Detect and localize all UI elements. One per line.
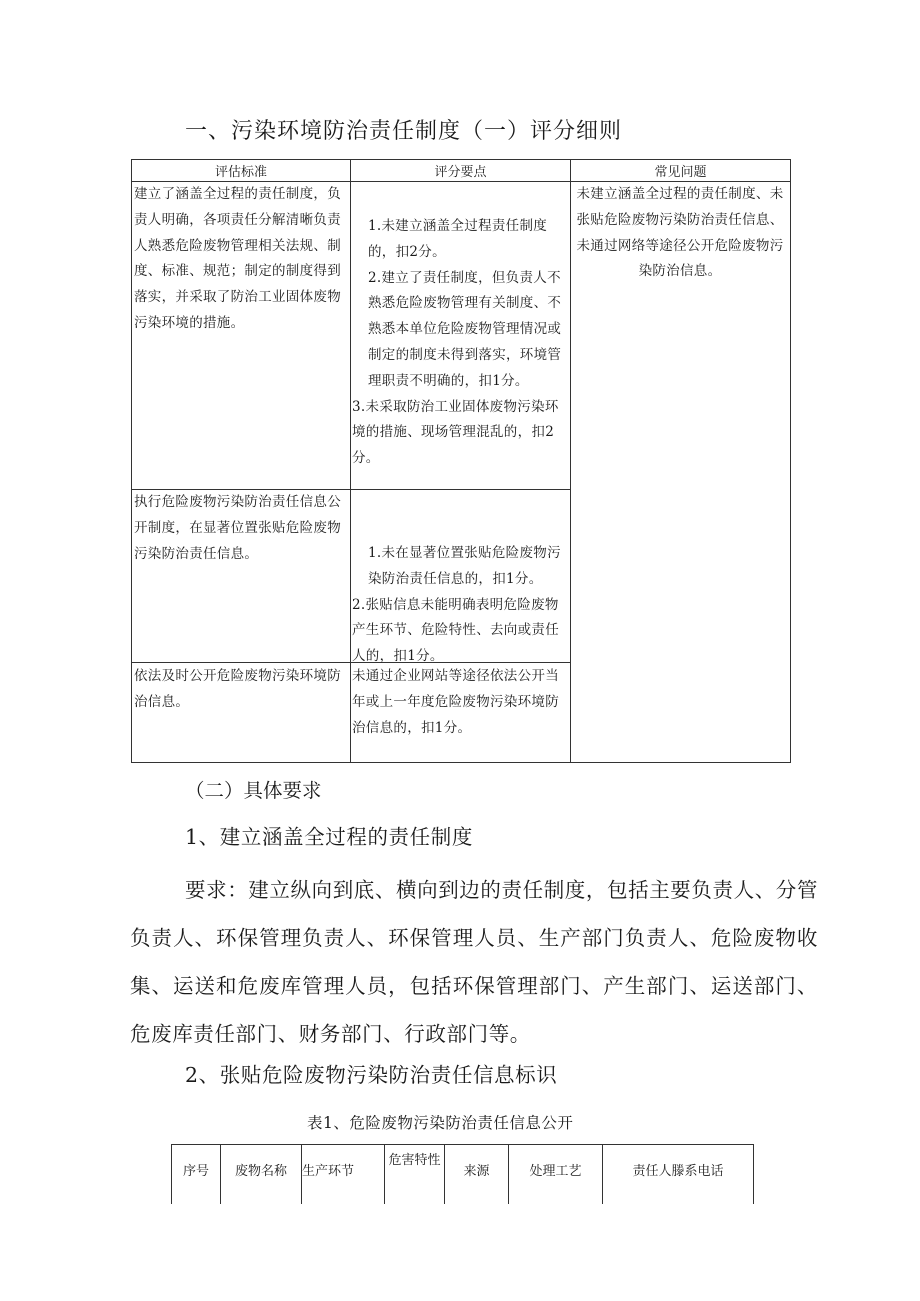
row1-point-3: 3.未采取防治工业固体废物污染环境的措施、现场管理混乱的，扣2分。 xyxy=(352,398,559,467)
row1-point-1: 1.未建立涵盖全过程责任制度的，扣2分。 xyxy=(368,218,548,260)
col-production-stage: 生产环节 xyxy=(302,1163,355,1179)
requirement-paragraph: 要求：建立纵向到底、横向到边的责任制度，包括主要负责人、分管负责人、环保管理负责人、环保管理人员、生产部门负责人、危险废物收集、运送和危废库管理人员，包括环保管理部门、产生部门、运送部门、危废库责任部门、财务部门、行政部门等。 xyxy=(130,878,818,1046)
item-2-heading: 2、张贴危险废物污染防治责任信息标识 xyxy=(185,1063,558,1087)
col-serial: 序号 xyxy=(182,1163,209,1179)
section-heading: （二）具体要求 xyxy=(185,779,322,802)
table1-caption: 表1、危险废物污染防治责任信息公开 xyxy=(307,1114,574,1132)
row3-points xyxy=(352,664,568,741)
row1-standard: 建立了涵盖全过程的责任制度，负责人明确，各项责任分解清晰负责人熟悉危险废物管理相关法规、制度、标准、规范；制定的制度得到落实，并采取了防治工业固体废物污染环境的措施。 xyxy=(134,186,341,331)
row2-points xyxy=(352,541,568,670)
header-issues: 常见问题 xyxy=(654,165,707,180)
row2-standard: 执行危险废物污染防治责任信息公开制度，在显著位置张贴危险废物污染防治责任信息。 xyxy=(134,494,341,562)
page-heading: 一、污染环境防治责任制度（一）评分细则 xyxy=(185,119,623,144)
common-issues: 未建立涵盖全过程的责任制度、未张贴危险废物污染防治责任信息、未通过网络等途径公开危险废物污染防治信息。 xyxy=(576,186,784,280)
col-source: 来源 xyxy=(463,1163,490,1179)
scoring-table xyxy=(131,159,791,763)
row3-point-1: 未通过企业网站等途径依法公开当年或上一年度危险废物污染环境防治信息的，扣1分。 xyxy=(352,668,559,736)
col-waste-name: 废物名称 xyxy=(234,1163,287,1179)
row2-point-1: 1.未在显著位置张贴危险废物污染防治责任信息的，扣1分。 xyxy=(368,545,561,587)
responsibility-info-table xyxy=(171,1144,754,1204)
row1-points xyxy=(352,214,568,472)
row2-point-2: 2.张贴信息未能明确表明危险废物产生环节、危险特性、去向或责任人的，扣1分。 xyxy=(352,596,559,665)
row3-standard: 依法及时公开危险废物污染环境防治信息。 xyxy=(134,668,341,710)
col-process: 处理工艺 xyxy=(529,1163,582,1179)
col-hazard: 危害特性 xyxy=(388,1153,441,1168)
col-responsible-phone: 责任人滕系电话 xyxy=(632,1163,724,1179)
item-1-heading: 1、建立涵盖全过程的责任制度 xyxy=(185,825,473,849)
header-points: 评分要点 xyxy=(434,165,487,180)
header-standard: 评估标准 xyxy=(214,165,267,180)
row1-point-2: 2.建立了责任制度，但负责人不熟悉危险废物管理有关制度、不熟悉本单位危险废物管理情况或制定的制度未得到落实，环境管理职责不明确的，扣1分。 xyxy=(368,269,562,389)
